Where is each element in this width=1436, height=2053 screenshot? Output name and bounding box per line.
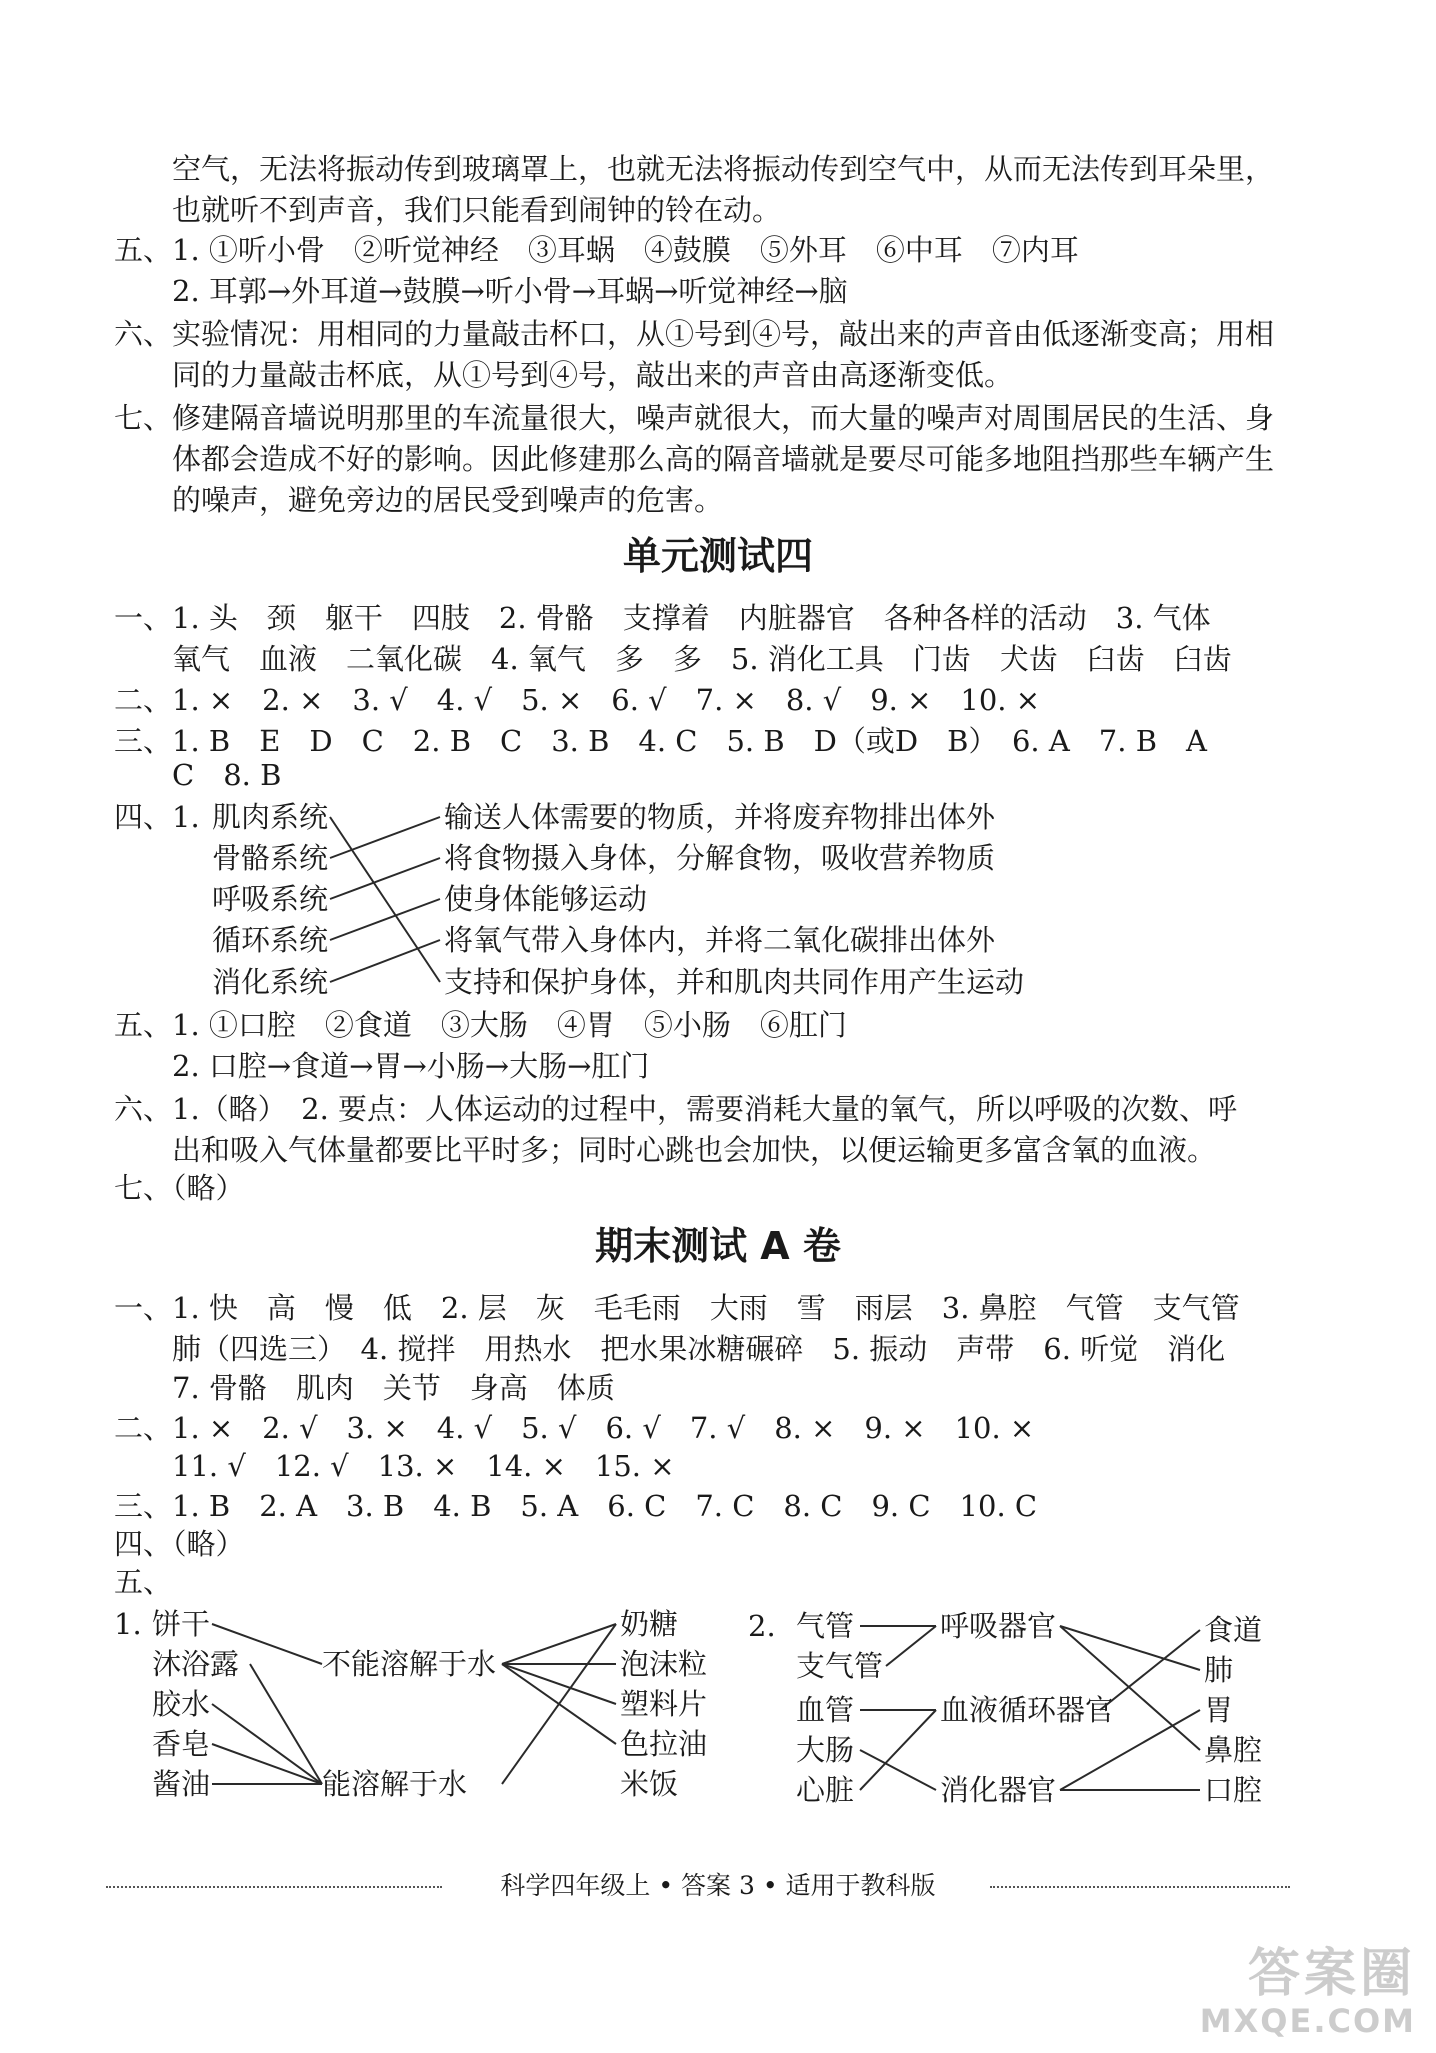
match-left-item: 呼吸系统	[212, 882, 329, 916]
match-right-item: 胃	[1204, 1693, 1234, 1727]
match-line	[1060, 1626, 1200, 1750]
match-line	[502, 1664, 616, 1704]
text-line: 五、	[114, 1565, 173, 1599]
match-left-item: 血管	[796, 1693, 855, 1727]
watermark	[1200, 1945, 1416, 2039]
match-line	[502, 1624, 616, 1784]
watermark-line: 答案圈	[1247, 1944, 1416, 2004]
match-right-item: 奶糖	[620, 1607, 679, 1641]
text-line: 二、1. × 2. √ 3. × 4. √ 5. √ 6. √ 7. √ 8. × 9. × 10. ×	[114, 1411, 1035, 1445]
match-left-item: 气管	[796, 1609, 855, 1643]
text-line: 七、修建隔音墙说明那里的车流量很大，噪声就很大，而大量的噪声对周围居民的生活、身	[114, 401, 1275, 435]
match-right-item: 口腔	[1204, 1773, 1263, 1807]
text-line: 的噪声，避免旁边的居民受到噪声的危害。	[172, 483, 724, 517]
match-line	[330, 940, 440, 982]
match-left-item: 沐浴露	[152, 1647, 240, 1681]
text-line: 一、1. 头 颈 躯干 四肢 2. 骨骼 支撑着 内脏器官 各种各样的活动 3. 气体	[114, 601, 1211, 635]
matching-prefix: 1.	[114, 1607, 142, 1641]
text-line: 六、实验情况：用相同的力量敲击杯口，从①号到④号，敲出来的声音由低逐渐变高；用相	[114, 317, 1275, 351]
text-line: 2. 口腔→食道→胃→小肠→大肠→肛门	[172, 1049, 650, 1083]
text-line: 二、1. × 2. × 3. √ 4. √ 5. × 6. √ 7. × 8. √ 9. × 10. ×	[114, 683, 1041, 717]
text-line: 三、1. B 2. A 3. B 4. B 5. A 6. C 7. C 8. C 9. C 10. C	[114, 1489, 1038, 1523]
text-line: 六、1.（略） 2. 要点：人体运动的过程中，需要消耗大量的氧气，所以呼吸的次数、呼	[114, 1092, 1238, 1126]
match-right-item: 食道	[1204, 1613, 1263, 1647]
section-title-unit4: 单元测试四	[622, 534, 813, 578]
text-line: 也就听不到声音，我们只能看到闹钟的铃在动。	[172, 193, 782, 227]
text-line: 11. √ 12. √ 13. × 14. × 15. ×	[172, 1449, 675, 1483]
match-right-item: 米饭	[620, 1767, 679, 1801]
text-line: 四、（略）	[114, 1527, 245, 1561]
section-title-final-a: 期末测试 A 卷	[595, 1224, 841, 1268]
match-line	[212, 1704, 322, 1784]
match-right-item: 泡沫粒	[620, 1647, 708, 1681]
text-line: 出和吸入气体量都要比平时多；同时心跳也会加快，以便运输更多富含氧的血液。	[172, 1133, 1217, 1167]
match-left-item: 香皂	[152, 1727, 211, 1761]
text-line: 7. 骨骼 肌肉 关节 身高 体质	[172, 1371, 615, 1405]
match-line	[860, 1750, 936, 1790]
text-line: 氧气 血液 二氧化碳 4. 氧气 多 多 5. 消化工具 门齿 犬齿 臼齿 臼齿	[172, 642, 1232, 676]
match-line	[502, 1624, 616, 1664]
match-middle-item: 呼吸器官	[940, 1609, 1057, 1643]
text-line: 肺（四选三） 4. 搅拌 用热水 把水果冰糖碾碎 5. 振动 声带 6. 听觉 消化	[172, 1332, 1226, 1366]
matching-prefix: 四、1.	[114, 800, 200, 834]
match-middle-item: 能溶解于水	[322, 1767, 468, 1801]
match-line	[1060, 1710, 1200, 1790]
text-line: 体都会造成不好的影响。因此修建那么高的隔音墙就是要尽可能多地阻挡那些车辆产生	[172, 442, 1275, 476]
match-line	[212, 1624, 322, 1664]
match-left-item: 胶水	[152, 1687, 211, 1721]
match-right-item: 塑料片	[620, 1687, 708, 1721]
match-line	[330, 858, 440, 899]
match-left-item: 大肠	[796, 1733, 855, 1767]
match-left-item: 骨骼系统	[212, 841, 329, 875]
match-right-item: 输送人体需要的物质，并将废弃物排出体外	[444, 800, 996, 834]
text-line: 三、1. B E D C 2. B C 3. B 4. C 5. B D（或D B） 6. A 7. B A	[114, 724, 1207, 758]
match-middle-item: 消化器官	[940, 1773, 1057, 1807]
matching-prefix: 2.	[748, 1609, 776, 1643]
text-line: 空气，无法将振动传到玻璃罩上，也就无法将振动传到空气中，从而无法传到耳朵里，	[172, 152, 1275, 186]
match-middle-item: 血液循环器官	[940, 1693, 1115, 1727]
match-left-item: 支气管	[796, 1649, 884, 1683]
text-line: 2. 耳郭→外耳道→鼓膜→听小骨→耳蜗→听觉神经→脑	[172, 274, 848, 308]
match-left-item: 肌肉系统	[212, 800, 329, 834]
match-line	[212, 1744, 322, 1784]
text-line: 一、1. 快 高 慢 低 2. 层 灰 毛毛雨 大雨 雪 雨层 3. 鼻腔 气管 支气管	[114, 1291, 1240, 1325]
match-left-item: 饼干	[152, 1607, 211, 1641]
match-right-item: 色拉油	[620, 1727, 708, 1761]
text-line: 同的力量敲击杯底，从①号到④号，敲出来的声音由高逐渐变低。	[172, 358, 1014, 392]
match-right-item: 将食物摄入身体，分解食物，吸收营养物质	[444, 841, 996, 875]
match-middle-item: 不能溶解于水	[322, 1647, 497, 1681]
watermark-line: MXQE.COM	[1199, 2002, 1416, 2040]
text-line: C 8. B	[172, 758, 282, 792]
text-line: 五、1. ①听小骨 ②听觉神经 ③耳蜗 ④鼓膜 ⑤外耳 ⑥中耳 ⑦内耳	[114, 233, 1079, 267]
match-line	[330, 899, 440, 940]
match-right-item: 鼻腔	[1204, 1733, 1263, 1767]
match-line	[1100, 1630, 1200, 1710]
match-line	[330, 817, 440, 982]
match-left-item: 酱油	[152, 1767, 211, 1801]
match-line	[250, 1664, 322, 1784]
match-line	[330, 817, 440, 858]
match-line	[886, 1626, 936, 1666]
text-line: 七、（略）	[114, 1171, 245, 1205]
text-line: 五、1. ①口腔 ②食道 ③大肠 ④胃 ⑤小肠 ⑥肛门	[114, 1008, 847, 1042]
match-left-item: 消化系统	[212, 965, 329, 999]
page-footer: 科学四年级上 • 答案 3 • 适用于教科版	[500, 1871, 936, 1900]
match-left-item: 心脏	[796, 1773, 855, 1807]
match-line	[860, 1710, 936, 1790]
match-right-item: 将氧气带入身体内，并将二氧化碳排出体外	[444, 923, 996, 957]
match-right-item: 使身体能够运动	[444, 882, 648, 916]
match-left-item: 循环系统	[212, 923, 329, 957]
match-right-item: 支持和保护身体，并和肌肉共同作用产生运动	[444, 965, 1025, 999]
match-right-item: 肺	[1204, 1653, 1234, 1687]
